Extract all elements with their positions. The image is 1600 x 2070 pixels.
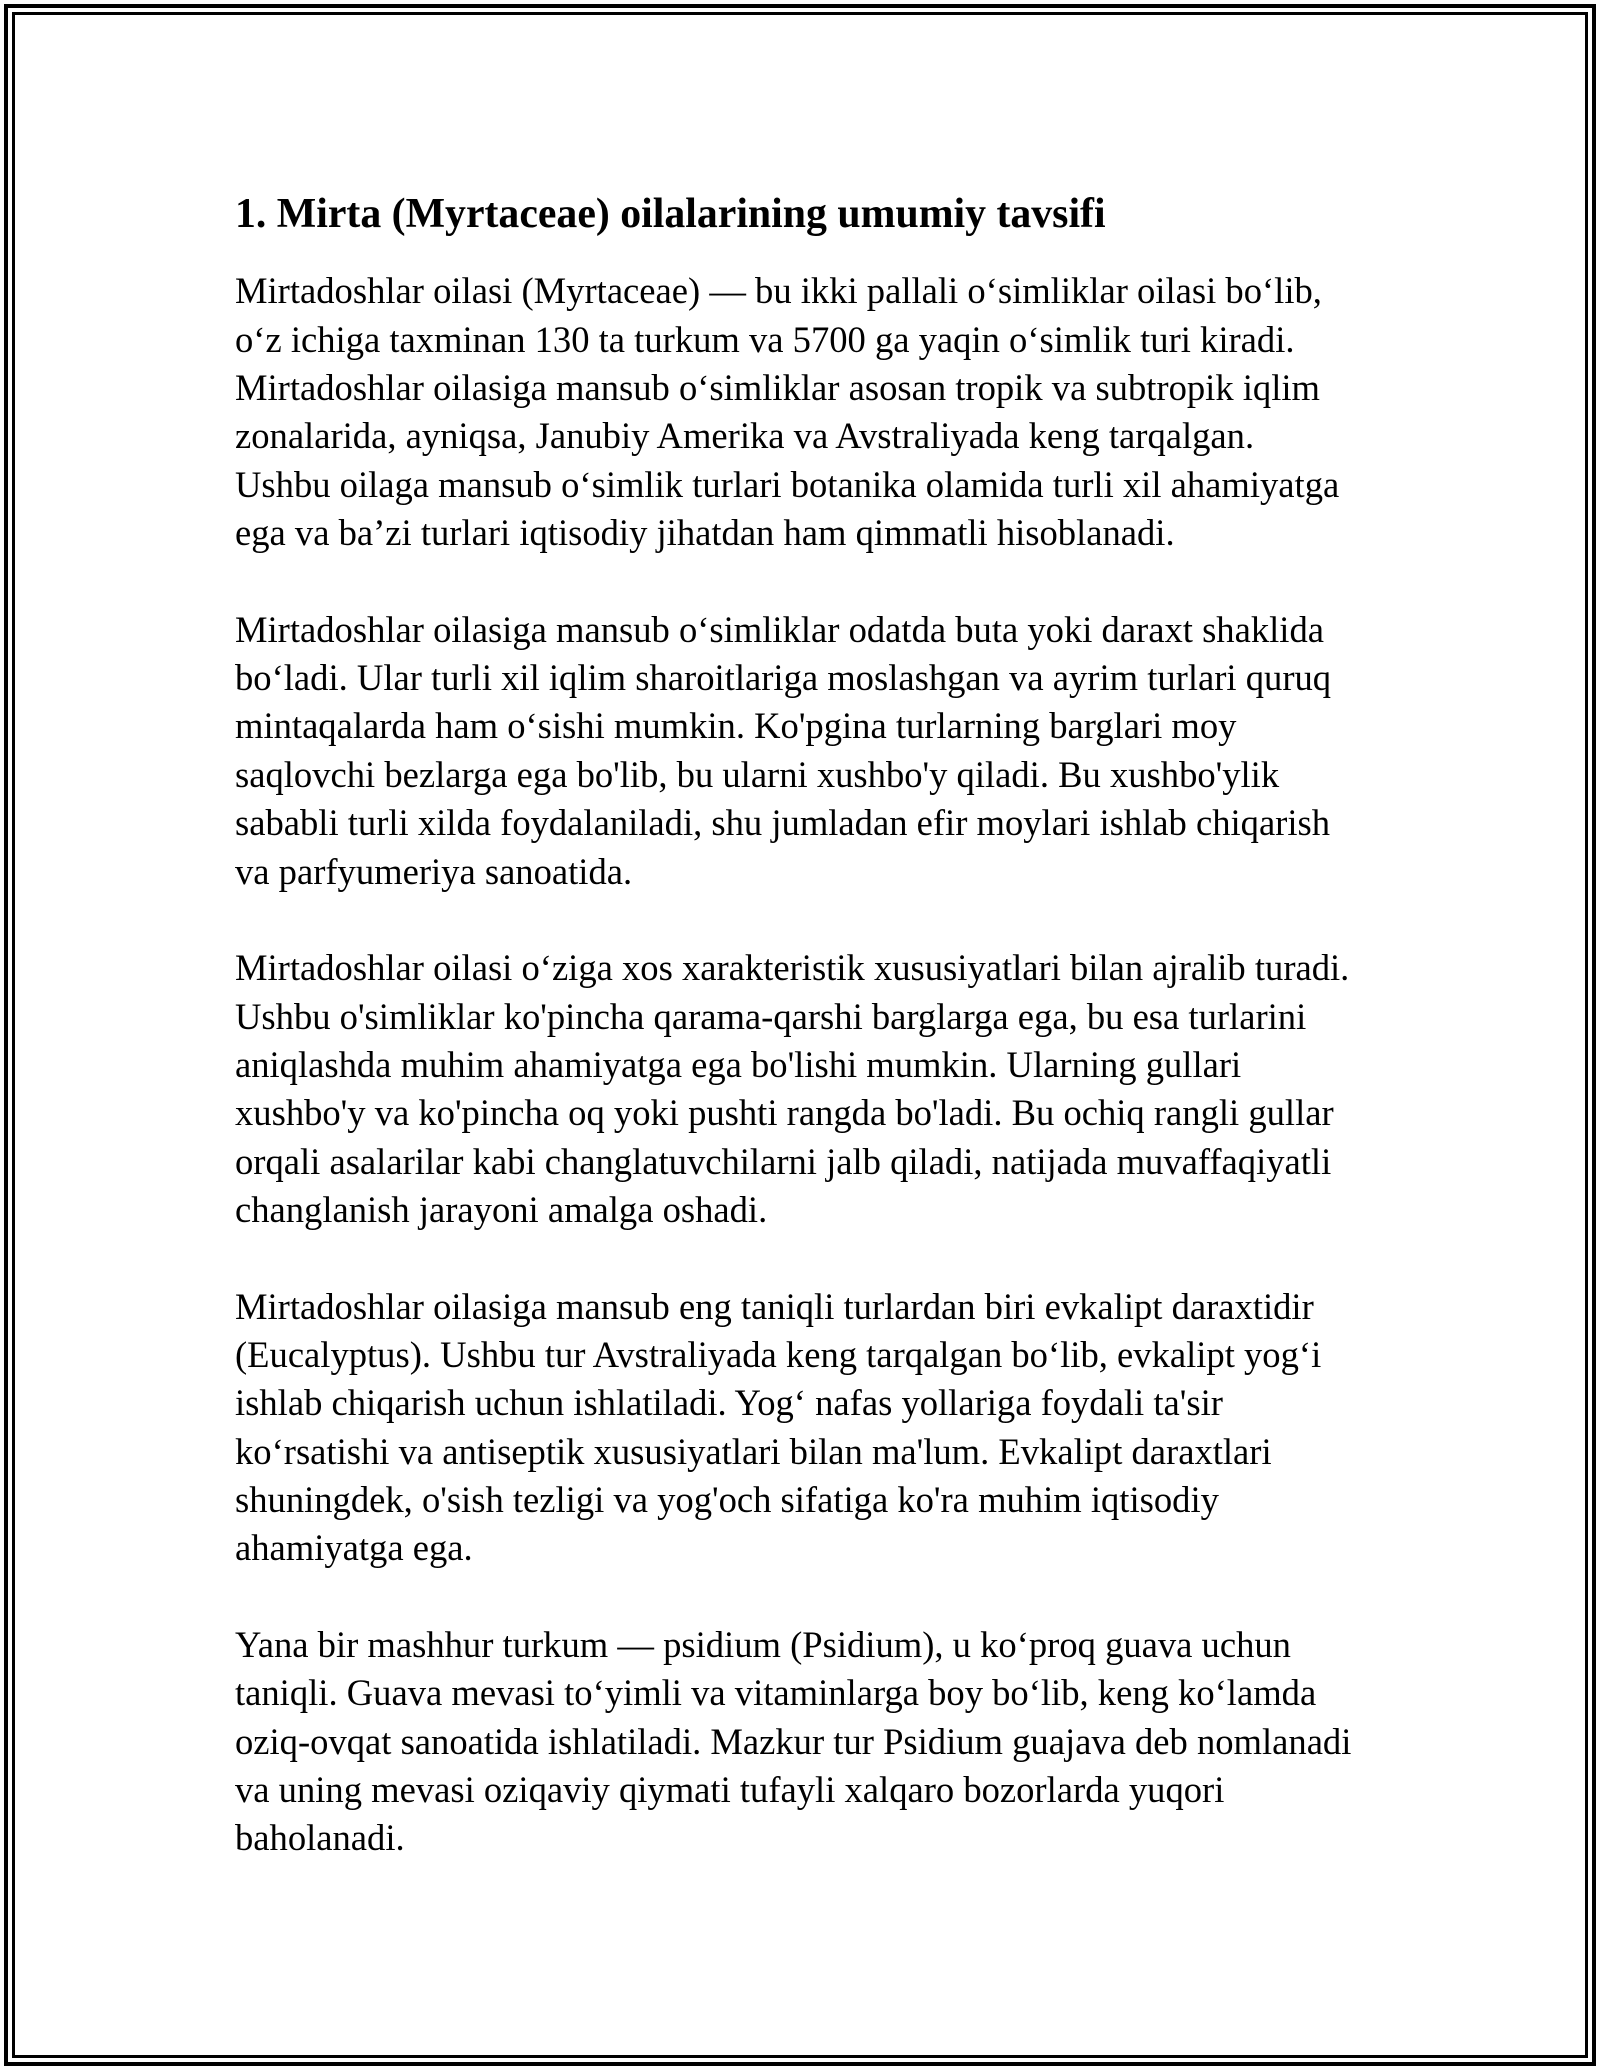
paragraph-line: Ushbu oilaga mansub o‘simlik turlari botanika olamida turli xil ahamiyatga <box>235 463 1340 505</box>
paragraph-3 <box>235 944 1351 1234</box>
paragraph-line: xushbo'y va ko'pincha oq yoki pushti rangda bo'ladi. Bu ochiq rangli gullar <box>235 1092 1334 1134</box>
paragraph-line: saqlovchi bezlarga ega bo'lib, bu ularni xushbo'y qiladi. Bu xushbo'ylik <box>235 753 1280 795</box>
paragraph-line: Mirtadoshlar oilasiga mansub o‘simliklar asosan tropik va subtropik iqlim <box>235 367 1321 409</box>
paragraph-4 <box>235 1283 1351 1573</box>
paragraph-line: (Eucalyptus). Ushbu tur Avstraliyada keng tarqalgan bo‘lib, evkalipt yog‘i <box>235 1333 1322 1375</box>
paragraph-line: ega va ba’zi turlari iqtisodiy jihatdan ham qimmatli hisoblanadi. <box>235 512 1175 554</box>
paragraph-line: changlanish jarayoni amalga oshadi. <box>235 1188 768 1230</box>
paragraph-1 <box>235 267 1351 557</box>
paragraph-line: taniqli. Guava mevasi to‘yimli va vitaminlarga boy bo‘lib, keng ko‘lamda <box>235 1672 1317 1714</box>
paragraph-2 <box>235 606 1351 896</box>
paragraph-line: ishlab chiqarish uchun ishlatiladi. Yog‘ nafas yollariga foydali ta'sir <box>235 1382 1223 1424</box>
paragraph-line: baholanadi. <box>235 1817 405 1859</box>
section-heading: 1. Mirta (Myrtaceae) oilalarining umumiy tavsifi <box>235 191 1106 237</box>
paragraph-line: oziq-ovqat sanoatida ishlatiladi. Mazkur tur Psidium guajava deb nomlanadi <box>235 1720 1352 1762</box>
paragraph-line: va parfyumeriya sanoatida. <box>235 850 633 892</box>
paragraph-line: sababli turli xilda foydalaniladi, shu jumladan efir moylari ishlab chiqarish <box>235 802 1331 844</box>
paragraph-line: va uning mevasi oziqaviy qiymati tufayli xalqaro bozorlarda yuqori <box>235 1769 1225 1811</box>
paragraph-line: ko‘rsatishi va antiseptik xususiyatlari bilan ma'lum. Evkalipt daraxtlari <box>235 1430 1272 1472</box>
paragraph-line: orqali asalarilar kabi changlatuvchilarni jalb qiladi, natijada muvaffaqiyatli <box>235 1140 1332 1182</box>
paragraph-line: shuningdek, o'sish tezligi va yog'och sifatiga ko'ra muhim iqtisodiy <box>235 1478 1219 1520</box>
paragraph-line: Mirtadoshlar oilasi o‘ziga xos xarakteristik xususiyatlari bilan ajralib turadi. <box>235 947 1350 989</box>
document-body <box>235 267 1351 1862</box>
paragraph-line: Yana bir mashhur turkum — psidium (Psidium), u ko‘proq guava uchun <box>235 1624 1291 1666</box>
paragraph-line: Mirtadoshlar oilasiga mansub o‘simliklar odatda buta yoki daraxt shaklida <box>235 608 1324 650</box>
paragraph-line: aniqlashda muhim ahamiyatga ega bo'lishi mumkin. Ularning gullari <box>235 1043 1242 1085</box>
paragraph-5 <box>235 1621 1351 1863</box>
paragraph-line: o‘z ichiga taxminan 130 ta turkum va 5700 ga yaqin o‘simlik turi kiradi. <box>235 318 1295 360</box>
paragraph-line: Mirtadoshlar oilasi (Myrtaceae) — bu ikki pallali o‘simliklar oilasi bo‘lib, <box>235 270 1322 312</box>
paragraph-line: zonalarida, ayniqsa, Janubiy Amerika va Avstraliyada keng tarqalgan. <box>235 415 1255 457</box>
paragraph-line: Ushbu o'simliklar ko'pincha qarama-qarshi barglarga ega, bu esa turlarini <box>235 995 1307 1037</box>
paragraph-line: bo‘ladi. Ular turli xil iqlim sharoitlariga moslashgan va ayrim turlari quruq <box>235 657 1332 699</box>
paragraph-line: mintaqalarda ham o‘sishi mumkin. Ko'pgina turlarning barglari moy <box>235 705 1237 747</box>
paragraph-line: Mirtadoshlar oilasiga mansub eng taniqli turlardan biri evkalipt daraxtidir <box>235 1285 1314 1327</box>
paragraph-line: ahamiyatga ega. <box>235 1527 473 1569</box>
